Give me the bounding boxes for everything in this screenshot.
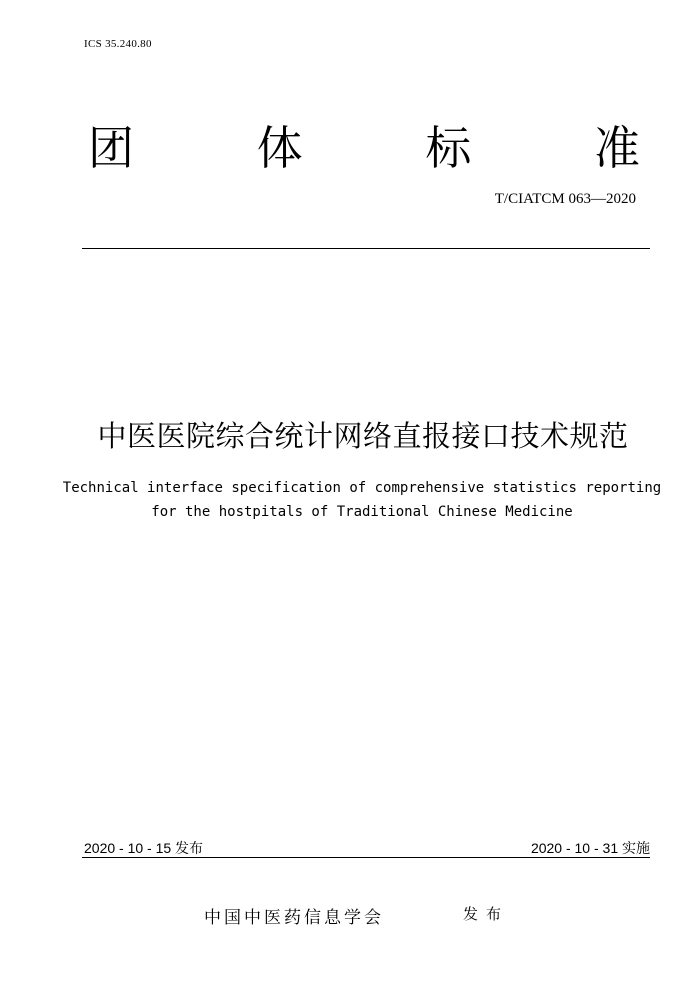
standard-type-char-1: 团	[88, 121, 134, 175]
chinese-title: 中医医院综合统计网络直报接口技术规范	[97, 419, 629, 453]
standard-number: T/CIATCM 063—2020	[494, 191, 636, 207]
standard-type-char-4: 准	[593, 121, 640, 175]
standard-type-char-3: 标	[425, 121, 472, 175]
top-divider	[82, 248, 650, 249]
issuer-name: 中国中医药信息学会	[204, 908, 384, 928]
standard-type-char-2: 体	[256, 121, 303, 175]
publish-label: 发布	[463, 905, 510, 923]
standard-type-heading	[88, 118, 640, 178]
ics-code: ICS 35.240.80	[84, 38, 152, 50]
english-title-line-2: for the hostpitals of Traditional Chinese Medicine	[151, 504, 573, 520]
bottom-divider	[82, 857, 650, 858]
issue-date: 2020 - 10 - 15 发布	[84, 840, 204, 856]
english-title-line-1: Technical interface specification of comprehensive statistics reporting	[62, 480, 662, 496]
implement-date: 2020 - 10 - 31 实施	[530, 840, 650, 856]
english-title	[0, 476, 700, 524]
